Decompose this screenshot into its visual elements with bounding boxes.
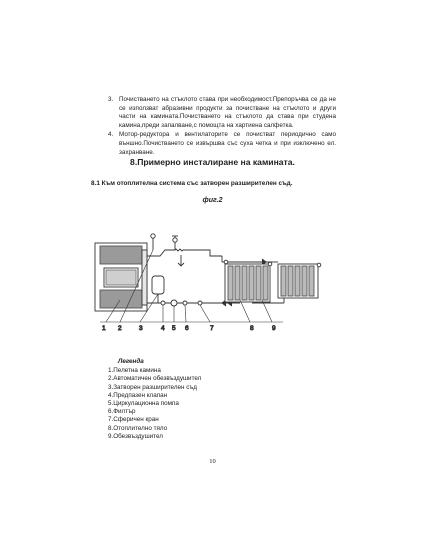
callout-2: 2 bbox=[118, 325, 122, 332]
legend-item: 3.Затворен разширителен съд bbox=[108, 383, 197, 391]
radiator bbox=[275, 262, 321, 298]
legend-item: 2.Автоматичен обезвъздушител bbox=[108, 375, 202, 383]
list-item-text: Почистването на стъклото става при необходимост.Препоръчва се да не се използват абразивни продукти за почистване на стъклото и други части на камината.Почистването на стъклото да става при студена камина,преди запалване,с помощта на хартиена салфетка. bbox=[119, 96, 336, 129]
legend-item: 4.Предпазен клапан bbox=[108, 391, 168, 399]
pellet-stove bbox=[95, 243, 147, 311]
figure-label: фиг.2 bbox=[202, 197, 223, 204]
callout-1: 1 bbox=[102, 325, 106, 332]
list-item-number: 4. bbox=[108, 131, 114, 139]
radiator bbox=[224, 260, 272, 302]
callout-9: 9 bbox=[272, 325, 276, 332]
legend bbox=[108, 358, 201, 441]
callout-6: 6 bbox=[185, 325, 189, 332]
legend-item: 7.Сферичен кран bbox=[108, 416, 159, 424]
list-item-number: 3. bbox=[108, 96, 114, 103]
legend-item: 6.Филтър bbox=[108, 408, 136, 416]
legend-item: 8.Отоплително тяло bbox=[108, 424, 168, 432]
callout-4: 4 bbox=[161, 325, 165, 332]
callout-3: 3 bbox=[139, 325, 143, 332]
expansion-vessel bbox=[152, 276, 164, 303]
section-title: 8.Примерно инсталиране на камината. bbox=[130, 157, 295, 167]
list-item-text: Мотор-редуктора и вентилаторите се почистват периодично само външно.Почистването се извършва със суха четка и при изключено ел. захранване. bbox=[119, 131, 336, 156]
legend-item: 9.Обезвъздушител bbox=[108, 432, 163, 440]
callout-5: 5 bbox=[172, 325, 176, 332]
callout-7: 7 bbox=[210, 325, 214, 332]
legend-title: Легенда bbox=[118, 358, 144, 365]
supply-pipe bbox=[147, 236, 275, 266]
legend-item: 1.Пелетна камина bbox=[108, 367, 161, 375]
legend-item: 5.Циркулационна помпа bbox=[108, 400, 179, 408]
page-number: 10 bbox=[209, 458, 216, 465]
callout-8: 8 bbox=[250, 325, 254, 332]
auto-air-vent bbox=[151, 234, 155, 250]
subsection-title: 8.1 Към отоплителна система със затворен разширителен съд. bbox=[91, 180, 293, 187]
